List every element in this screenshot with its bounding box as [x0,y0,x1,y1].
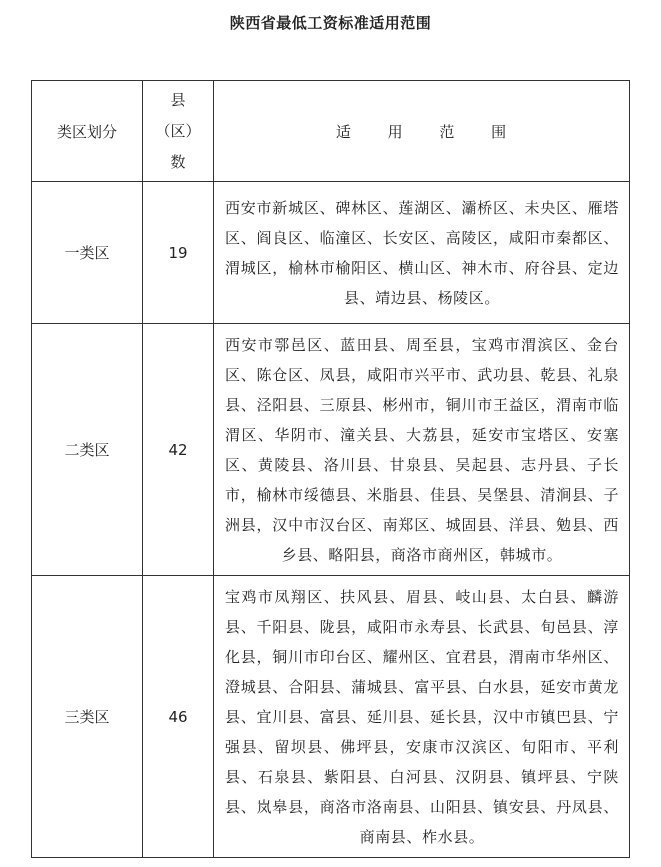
scope-cell: 宝鸡市凤翔区、扶风县、眉县、岐山县、太白县、麟游县、千阳县、陇县，咸阳市永寿县、长武县、旬邑县、淳化县，铜川市印台区、耀州区、宜君县，渭南市华州区、澄城县、合阳县、蒲城县、富平县、白水县，延安市黄龙县、宜川县、富县、延川县、延长县，汉中市镇巴县、宁强县、留坝县、佛坪县，安康市汉滨区、旬阳市、平利县、石泉县、紫阳县、白河县、汉阴县、镇坪县、宁陕县、岚皋县，商洛市洛南县、山阳县、镇安县、丹凤县、商南县、柞水县。 [214,576,630,858]
scope-cell: 西安市新城区、碑林区、莲湖区、灞桥区、未央区、雁塔区、阎良区、临潼区、长安区、高陵区，咸阳市秦都区、渭城区，榆林市榆阳区、横山区、神木市、府谷县、定边县、靖边县、杨陵区。 [214,182,630,324]
county-count-cell: 19 [143,182,214,324]
page-title: 陕西省最低工资标准适用范围 [229,14,432,32]
header-count-line-2: （区） [155,121,201,140]
county-count-cell: 42 [143,324,214,576]
table-row [32,324,630,576]
table-row [32,576,630,858]
region-class-cell: 三类区 [32,576,143,858]
table-row [32,182,630,324]
table-header-row [32,81,630,182]
region-class-cell: 二类区 [32,324,143,576]
scope-cell: 西安市鄠邑区、蓝田县、周至县，宝鸡市渭滨区、金台区、陈仓区、凤县，咸阳市兴平市、武功县、乾县、礼泉县、泾阳县、三原县、彬州市，铜川市王益区，渭南市临渭区、华阴市、潼关县、大荔县，延安市宝塔区、安塞区、黄陵县、洛川县、甘泉县、吴起县、志丹县、子长市，榆林市绥德县、米脂县、佳县、吴堡县、清涧县、子洲县，汉中市汉台区、南郑区、城固县、洋县、勉县、西乡县、略阳县，商洛市商州区，韩城市。 [214,324,630,576]
wage-standard-table [31,80,630,858]
header-count-cell [143,81,214,182]
header-count-line-3: 数 [170,152,186,171]
region-class-cell: 一类区 [32,182,143,324]
header-scope-cell: 适 用 范 围 [214,81,630,182]
header-count-line-1: 县 [170,90,186,109]
county-count-cell: 46 [143,576,214,858]
header-class-cell: 类区划分 [32,81,143,182]
